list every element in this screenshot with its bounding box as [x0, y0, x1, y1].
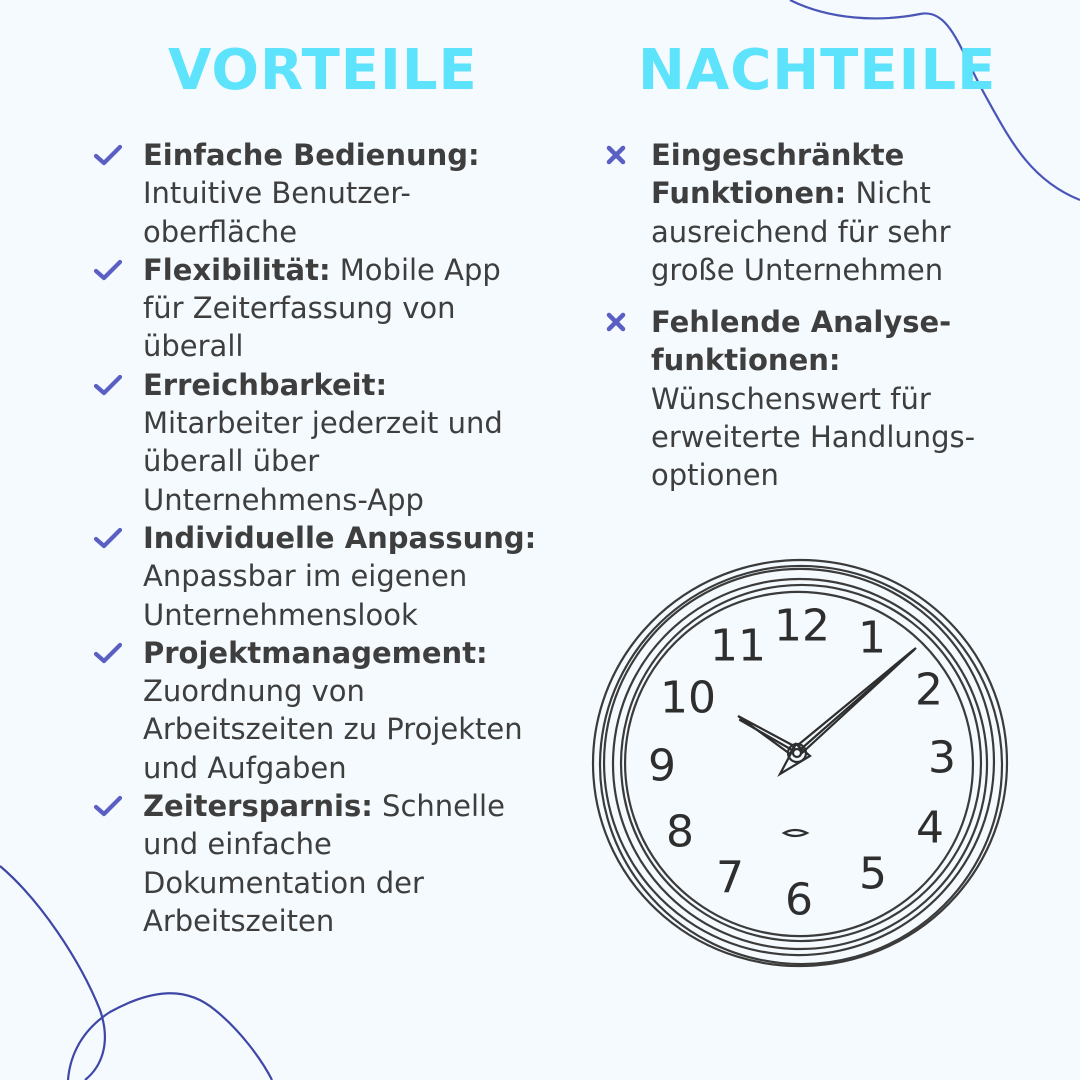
bottom-left-curve-a	[0, 866, 105, 1080]
pro-title: Einfache Bedienung:	[143, 138, 480, 172]
pro-title: Projektmanagement:	[143, 635, 488, 670]
pro-text: Anpassbar im eigenen Unternehmenslook	[143, 559, 468, 632]
pro-text: Zuordnung von Arbeitszeiten zu Projekten und Aufgaben	[143, 674, 523, 785]
clock-number-4: 4	[916, 802, 944, 854]
cross-icon	[602, 308, 630, 336]
check-icon	[92, 522, 124, 554]
check-icon	[92, 790, 124, 822]
clock-icon	[580, 548, 1020, 988]
pro-title: Erreichbarkeit:	[143, 367, 388, 402]
clock-number-3: 3	[928, 732, 956, 784]
bottom-left-curve-b	[68, 993, 272, 1080]
pro-title: Individuelle Anpassung:	[143, 520, 537, 555]
pro-text: Mobile App für Zeiterfassung von überall	[143, 252, 501, 364]
cons-heading: NACHTEILE	[638, 38, 997, 103]
clock-number-2: 2	[915, 664, 943, 716]
con-text: Wünschenswert für erweiterte Handlungs-optionen	[651, 381, 976, 493]
clock-number-1: 1	[858, 612, 886, 664]
clock-number-8: 8	[666, 806, 694, 858]
clock-number-11: 11	[710, 620, 766, 672]
pro-text: Mitarbeiter jederzeit und überall über Unternehmens-App	[143, 406, 503, 517]
pros-list	[92, 136, 542, 940]
con-title: Eingeschränkte Funktionen:	[651, 138, 905, 211]
cross-icon	[602, 141, 630, 169]
pro-title: Flexibilität:	[143, 252, 331, 287]
clock-number-12: 12	[774, 600, 830, 652]
pro-text: Schnelle und einfache Dokumentation der Arbeitszeiten	[143, 789, 505, 938]
con-item	[600, 303, 1000, 494]
check-icon	[92, 637, 124, 669]
pro-item	[92, 251, 542, 366]
pro-item	[92, 787, 542, 940]
pro-item	[92, 519, 542, 634]
pros-heading: VORTEILE	[168, 38, 478, 103]
check-icon	[92, 254, 124, 286]
con-title: Fehlende Analyse-funktionen:	[651, 305, 952, 378]
pro-title: Zeitersparnis:	[143, 789, 373, 824]
con-text: Nicht ausreichend für sehr große Unternehmen	[651, 176, 951, 287]
pro-item	[92, 366, 542, 519]
pro-text: Intuitive Benutzer-oberfläche	[143, 176, 411, 249]
clock-number-9: 9	[648, 740, 676, 792]
pro-item	[92, 634, 542, 787]
clock-number-6: 6	[785, 874, 813, 926]
clock-number-5: 5	[859, 848, 887, 900]
check-icon	[92, 369, 124, 401]
con-item	[600, 136, 1000, 289]
clock-number-7: 7	[716, 852, 744, 904]
pro-item	[92, 136, 542, 251]
check-icon	[92, 139, 124, 171]
clock-number-10: 10	[660, 672, 716, 724]
cons-list	[600, 136, 1000, 509]
